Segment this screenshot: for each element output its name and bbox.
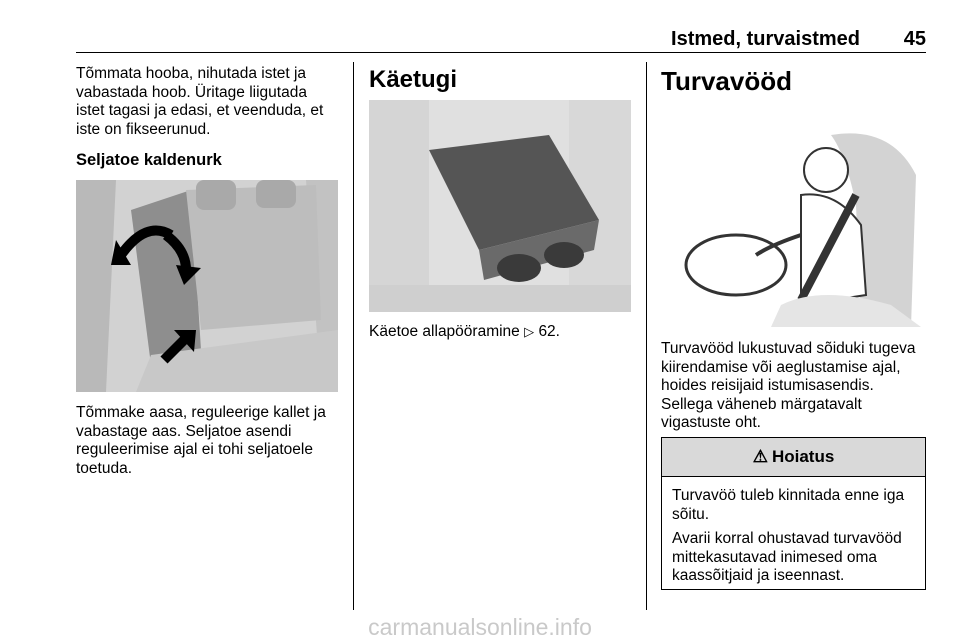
watermark: carmanualsonline.info	[368, 614, 592, 640]
warning-header: ⚠ Hoiatus	[662, 438, 925, 477]
armrest-caption: Käetoe allapööramine ▷ 62.	[369, 323, 560, 340]
header-rule	[76, 52, 926, 53]
warning-text-2: Avarii korral ohustavad turvavööd mittekasutavad inimesed oma kaassõitjaid ja iseennast.	[672, 530, 902, 584]
seat-adjust-paragraph: Tõmmata hooba, nihutada istet ja vabastada hoob. Üritage liigutada istet tagasi ja edasi, et veenduda, et iste on fikseerunud.	[76, 65, 324, 138]
warning-triangle-icon: ⚠	[752, 447, 768, 466]
seatbelt-heading: Turvavööd	[661, 66, 792, 96]
armrest-photo	[369, 100, 631, 312]
page-number: 45	[903, 28, 926, 50]
warning-text-1: Turvavöö tuleb kinnitada enne iga sõitu.	[672, 487, 905, 523]
armrest-heading: Käetugi	[369, 66, 458, 93]
section-title: Istmed, turvaistmed	[671, 28, 860, 50]
seatbelt-illustration	[661, 115, 926, 327]
column-divider-2	[646, 62, 647, 610]
page-ref-link[interactable]: 62.	[538, 323, 560, 340]
page-ref-arrow-icon: ▷	[524, 324, 535, 339]
warning-box	[661, 437, 926, 590]
column-divider-1	[353, 62, 354, 610]
backrest-instructions: Tõmmake aasa, reguleerige kallet ja vabastage aas. Seljatoe asendi reguleerimise ajal ei tohi seljatoele toetuda.	[76, 404, 326, 477]
seatbelt-paragraph: Turvavööd lukustuvad sõiduki tugeva kiirendamise või aeglustamise ajal, hoides reisijaid istumisasendis. Sellega väheneb märgatavalt vigastuste oht.	[661, 340, 916, 431]
backrest-subheading: Seljatoe kaldenurk	[76, 151, 222, 169]
backrest-photo	[76, 180, 338, 392]
